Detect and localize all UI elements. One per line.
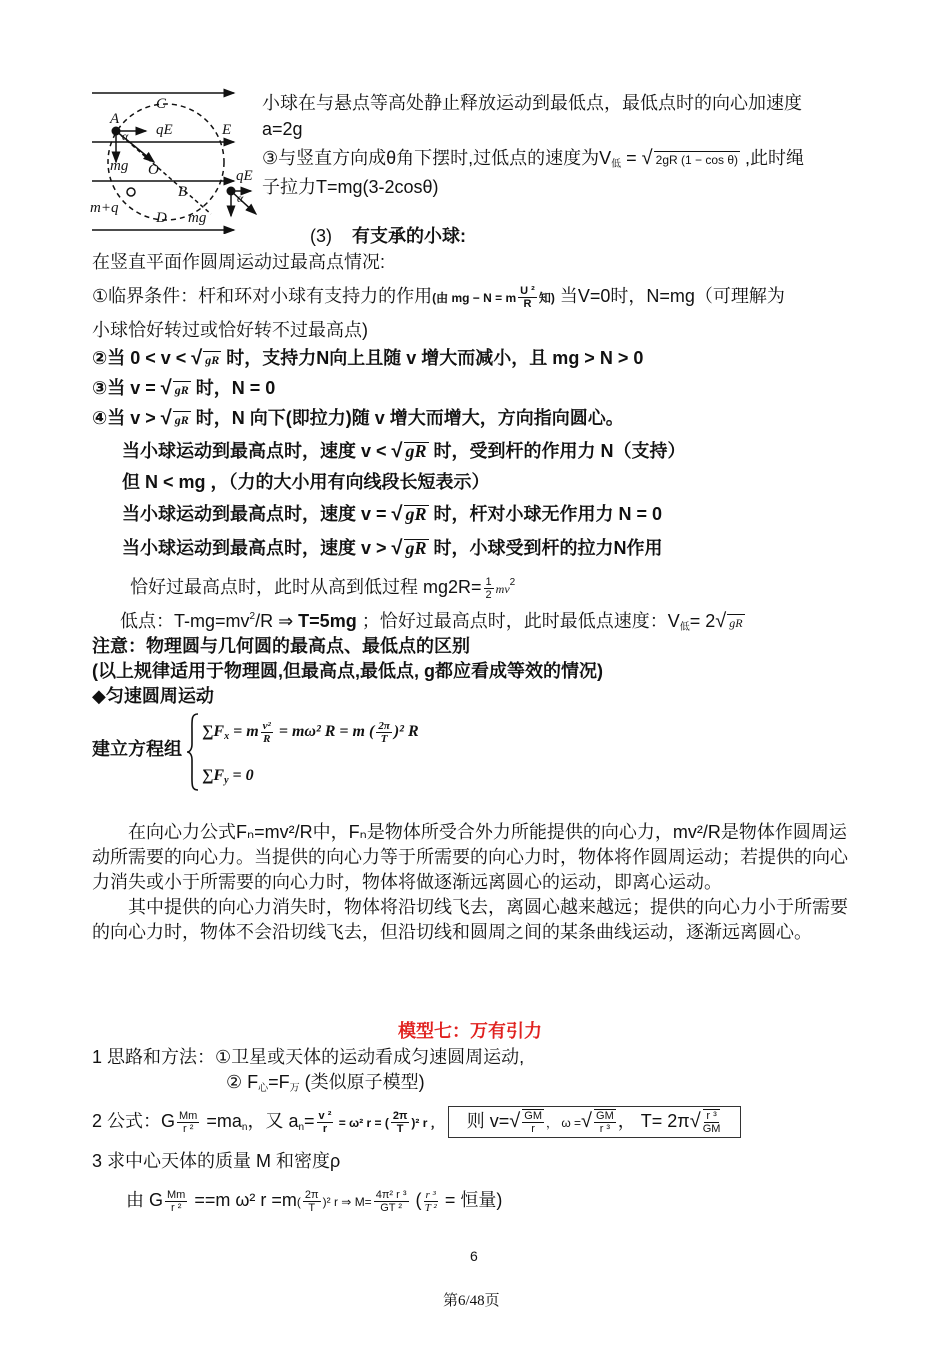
electric-field-pendulum-diagram: [86, 84, 261, 234]
label-mg-b: mg: [188, 210, 207, 226]
result-box: 则 v=√ $\frac{GM}{r}$ ， ω =√ $\frac{GM}{\text{r ³}}$ ， T= 2π√ $\frac{\text{r ³}}{GM}$: [448, 1106, 742, 1138]
equation-fy: $\sum F_y = 0$: [202, 767, 254, 786]
uniform-heading: ◆匀速圆周运动: [92, 686, 214, 706]
brace: [186, 712, 200, 792]
page-indicator: 第6/48页: [443, 1293, 500, 1309]
label-m-q: m+q: [90, 200, 119, 216]
summary-2: 但 N < mg ，（力的大小用有向线段长短表示）: [122, 472, 490, 492]
note-1: 注意：物理圆与几何圆的最高点、最低点的区别: [92, 636, 470, 656]
energy-equation: 恰好过最高点时，此时从高到低过程 mg2R= $\frac{1}{2}$ $mv^2$: [130, 575, 516, 601]
model-seven-title: 模型七：万有引力: [398, 1021, 542, 1041]
label-o: O: [148, 162, 159, 178]
summary-1: 当小球运动到最高点时，速度 v < √ gR 时，受到杆的作用力 N（支持）: [122, 440, 686, 462]
formula-line: 2 公式：G $\frac{Mm}{\text{r ²}}$ $=ma_n$，又 $a_n=$ $\frac{\text{v ²}}{r}$ = ω² r = ( $\frac{2\pi}{T}$ )² r ， 则 v=√ $\frac{GM}{r}$ ， ω =√ $\frac{GM}{\text{r ³}}$ ， T= 2π√ $\frac{\text{r ³}}{GM}$: [92, 1106, 741, 1140]
summary-4: 当小球运动到最高点时，速度 v > √ gR 时，小球受到杆的拉力N作用: [122, 537, 663, 559]
label-d: D: [156, 210, 167, 226]
label-qe-b: qE: [236, 168, 253, 184]
label-alpha-b: α: [237, 191, 244, 205]
label-qe: qE: [156, 122, 173, 138]
condition-1: ①临界条件：杆和环对小球有支持力的作用(由 mg − N = m $\frac{\text{U ²}}{R}$ 知) 当V=0时，N=mg（可理解为: [92, 284, 785, 310]
label-a: A: [110, 111, 120, 127]
condition-3: ③当 v = √ gR 时，N = 0: [92, 377, 276, 399]
label-alpha: α: [122, 129, 129, 143]
equation-system-label: 建立方程组: [92, 739, 182, 759]
method-line-2: ② $F_心=F_万$ (类似原子模型): [226, 1072, 425, 1094]
summary-3: 当小球运动到最高点时，速度 v = √ gR 时，杆对小球无作用力 N = 0: [122, 503, 663, 525]
mass-density-heading: 3 求中心天体的质量 M 和密度ρ: [92, 1151, 341, 1171]
lowest-point-equation: 低点：$T-mg=mv^2/R$ ⇒ T=5mg ；恰好过最高点时，此时最低点速度：$V_低= 2√$ gR: [120, 610, 743, 633]
pendulum-line-4: 子拉力T=mg(3-2cosθ): [262, 177, 439, 197]
label-c: C: [156, 96, 167, 112]
equation-fx: $\sum F_x = m$ $\frac{\text{v²}}{R}$ = mω² R = m ( $\frac{2\pi}{T}$ )² R: [202, 720, 419, 745]
centripetal-paragraph-1: 在向心力公式Fₙ=mv²/R中，Fₙ是物体所受合外力所能提供的向心力，mv²/R是物体作圆周运动所需要的向心力。当提供的向心力等于所需要的向心力时，物体将作圆周运动；若提供的向心力消失或小于所需要的向心力时，物体将做逐渐远离圆心的运动，即离心运动。: [92, 822, 848, 892]
condition-2: ②当 0 < v < √ gR 时，支持力N向上且随 v 增大而减小，且 mg > N > 0: [92, 347, 644, 369]
condition-4: ④当 v > √ gR 时，N 向下(即拉力)随 v 增大而增大，方向指向圆心。: [92, 407, 624, 429]
label-e: E: [222, 122, 232, 138]
mass-derivation: 由 G $\frac{Mm}{\text{r ²}}$ ==m ω² r =m( $\frac{2\pi}{T}$ )² r ⇒ M= $\frac{\text{4π² r ³}}{\text{GT ²}}$ ( $\frac{\text{r ³}}{\text{T ²}}$ = 恒量): [126, 1188, 503, 1214]
section-heading-supported: (3) 有支承的小球:: [310, 226, 467, 246]
pendulum-line-2: a=2g: [262, 119, 303, 139]
label-b: B: [178, 184, 188, 200]
label-mg: mg: [110, 158, 129, 174]
centripetal-paragraph-2: 其中提供的向心力消失时，物体将沿切线飞去，离圆心越来越远；提供的向心力小于所需要的向心力时，物体不会沿切线飞去，但沿切线和圆周之间的某条曲线运动，逐渐远离圆心。: [92, 897, 848, 942]
pendulum-line-3: ③与竖直方向成θ角下摆时,过低点的速度为$V_低$ = √ 2gR (1 − cos θ) ,此时绳: [262, 147, 805, 170]
note-2: (以上规律适用于物理圆,但最高点,最低点, g都应看成等效的情况): [92, 661, 603, 681]
pendulum-line-1: 小球在与悬点等高处静止释放运动到最低点，最低点时的向心加速度: [262, 93, 802, 113]
condition-1-cont: 小球恰好转过或恰好转不过最高点): [92, 320, 368, 340]
supported-intro: 在竖直平面作圆周运动过最高点情况:: [92, 252, 385, 272]
page-number: 6: [470, 1248, 478, 1264]
method-line-1: 1 思路和方法：①卫星或天体的运动看成匀速圆周运动,: [92, 1047, 525, 1067]
